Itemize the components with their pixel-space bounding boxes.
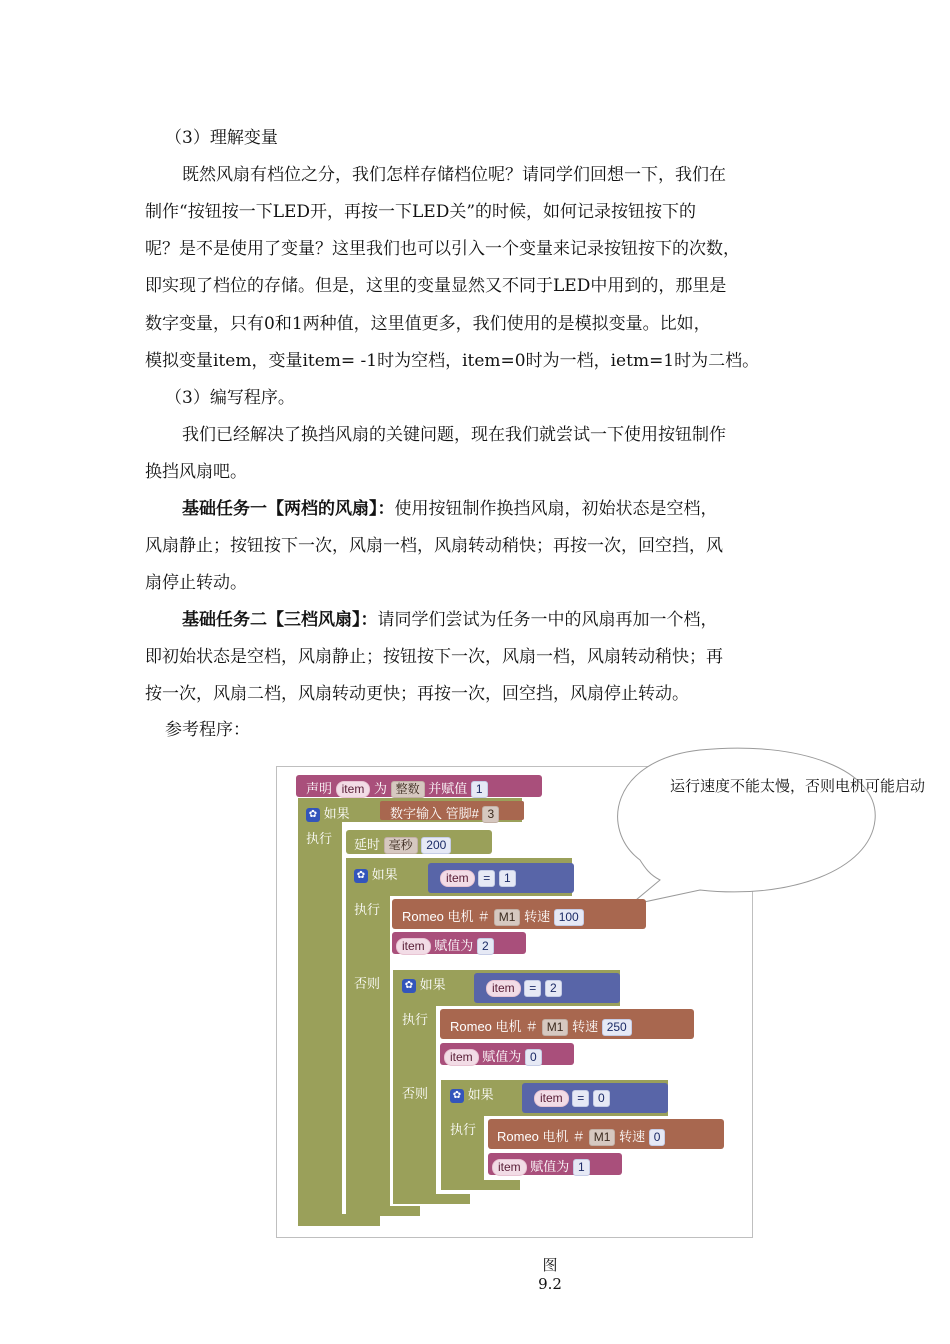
gear-icon: ✿ <box>450 1089 464 1103</box>
section-heading-understand-variable: （3）理解变量 <box>165 128 278 148</box>
paragraph-line: 我们已经解决了换挡风扇的关键问题，现在我们就尝试一下使用按钮制作 <box>182 425 726 445</box>
speed-number: 0 <box>649 1129 666 1146</box>
compare-number: 1 <box>499 870 516 887</box>
if1-row <box>354 864 398 883</box>
callout-bubble <box>618 748 876 905</box>
declare-label: 声明 <box>306 781 333 796</box>
digital-input-label: 数字输入 管脚# <box>390 806 479 821</box>
init-number: 1 <box>471 781 488 798</box>
var-pill: item <box>396 938 431 955</box>
task1-title: 基础任务一【两档的风扇】： <box>182 499 395 519</box>
paragraph-line: 既然风扇有档位之分，我们怎样存储档位呢？请同学们回想一下，我们在 <box>182 165 726 185</box>
eq-dropdown: = <box>572 1090 589 1107</box>
pin-dropdown: 3 <box>482 806 499 823</box>
type-dropdown: 整数 <box>391 781 425 798</box>
set3-row <box>492 1156 590 1176</box>
figure-caption-label: 图 <box>542 1256 558 1274</box>
section-heading-write-program: （3）编写程序。 <box>165 388 295 408</box>
set-number: 1 <box>573 1159 590 1176</box>
task1-text: 使用按钮制作换挡风扇，初始状态是空档， <box>394 499 718 519</box>
motor-label: Romeo 电机 ＃ <box>450 1019 539 1034</box>
motor-label: Romeo 电机 ＃ <box>497 1129 586 1144</box>
paragraph-line: 呢？是不是使用了变量？这里我们也可以引入一个变量来记录按钮按下的次数， <box>145 239 740 259</box>
delay-row <box>354 834 451 854</box>
var-pill: item <box>440 870 475 887</box>
task1-line: 扇停止转动。 <box>145 573 247 593</box>
motor2-row <box>450 1016 632 1036</box>
paragraph-line: 模拟变量item，变量item= -1时为空档，item=0时为一档，ietm=1时为二档。 <box>145 351 760 371</box>
speed-label: 转速 <box>524 909 551 924</box>
gear-icon: ✿ <box>402 979 416 993</box>
callout-text: 运行速度不能太慢，否则电机可能启动 <box>670 777 926 795</box>
set1-row <box>396 935 494 955</box>
if-label: 如果 <box>419 977 446 992</box>
motor3-row <box>497 1126 665 1146</box>
var-pill: item <box>486 980 521 997</box>
if-label: 如果 <box>371 867 398 882</box>
digital-input-row <box>390 803 499 823</box>
declare-row <box>306 778 488 798</box>
gear-icon: ✿ <box>354 869 368 883</box>
set-number: 0 <box>525 1049 542 1066</box>
as-label: 为 <box>373 781 387 796</box>
paragraph-line: 数字变量，只有0和1两种值，这里值更多，我们使用的是模拟变量。比如， <box>145 314 711 334</box>
delay-number: 200 <box>421 837 451 854</box>
compare1-row <box>440 870 516 887</box>
var-pill: item <box>336 781 371 798</box>
outer-do-label: 执行 <box>306 831 333 846</box>
figure-caption-number: 9.2 <box>538 1275 562 1293</box>
compare-number: 0 <box>593 1090 610 1107</box>
else1-label: 否则 <box>354 976 381 991</box>
set-label: 赋值为 <box>530 1159 570 1174</box>
motor-dropdown: M1 <box>589 1129 616 1146</box>
task2-line: 按一次，风扇二档，风扇转动更快；再按一次，回空挡，风扇停止转动。 <box>145 684 689 704</box>
speed-label: 转速 <box>619 1129 646 1144</box>
task2-text: 请同学们尝试为任务一中的风扇再加一个档， <box>377 610 718 630</box>
gear-icon: ✿ <box>306 808 320 822</box>
paragraph-line: 即实现了档位的存储。但是，这里的变量显然又不同于LED中用到的，那里是 <box>145 276 727 296</box>
do2-label: 执行 <box>402 1012 429 1027</box>
motor-dropdown: M1 <box>494 909 521 926</box>
set-label: 赋值为 <box>434 938 474 953</box>
task2-title: 基础任务二【三档风扇】： <box>182 610 378 630</box>
set2-row <box>444 1046 542 1066</box>
var-pill: item <box>444 1049 479 1066</box>
assign-label: 并赋值 <box>428 781 468 796</box>
compare2-row <box>486 980 562 997</box>
if3-row <box>450 1084 494 1103</box>
var-pill: item <box>534 1090 569 1107</box>
speed-label: 转速 <box>572 1019 599 1034</box>
compare-number: 2 <box>545 980 562 997</box>
set-label: 赋值为 <box>482 1049 522 1064</box>
motor-label: Romeo 电机 ＃ <box>402 909 491 924</box>
speed-number: 100 <box>554 909 584 926</box>
outer-if-row <box>306 803 350 822</box>
eq-dropdown: = <box>478 870 495 887</box>
speed-number: 250 <box>602 1019 632 1036</box>
delay-label: 延时 <box>354 837 381 852</box>
task2-line: 即初始状态是空档，风扇静止；按钮按下一次，风扇一档，风扇转动稍快；再 <box>145 647 723 667</box>
eq-dropdown: = <box>524 980 541 997</box>
paragraph-line: 制作“按钮按一下LED开，再按一下LED关”的时候，如何记录按钮按下的 <box>145 202 697 222</box>
paragraph-line: 换挡风扇吧。 <box>145 462 247 482</box>
if-label: 如果 <box>323 806 350 821</box>
unit-dropdown: 毫秒 <box>384 837 418 854</box>
do1-label: 执行 <box>354 902 381 917</box>
if-label: 如果 <box>467 1087 494 1102</box>
var-pill: item <box>492 1159 527 1176</box>
set-number: 2 <box>477 938 494 955</box>
else2-label: 否则 <box>402 1086 429 1101</box>
motor1-row <box>402 906 584 926</box>
task1-line: 风扇静止；按钮按下一次，风扇一档，风扇转动稍快；再按一次，回空挡，风 <box>145 536 723 556</box>
if2-row <box>402 974 446 993</box>
do3-label: 执行 <box>450 1122 477 1137</box>
compare3-row <box>534 1090 610 1107</box>
reference-program-label: 参考程序： <box>165 720 250 740</box>
motor-dropdown: M1 <box>542 1019 569 1036</box>
